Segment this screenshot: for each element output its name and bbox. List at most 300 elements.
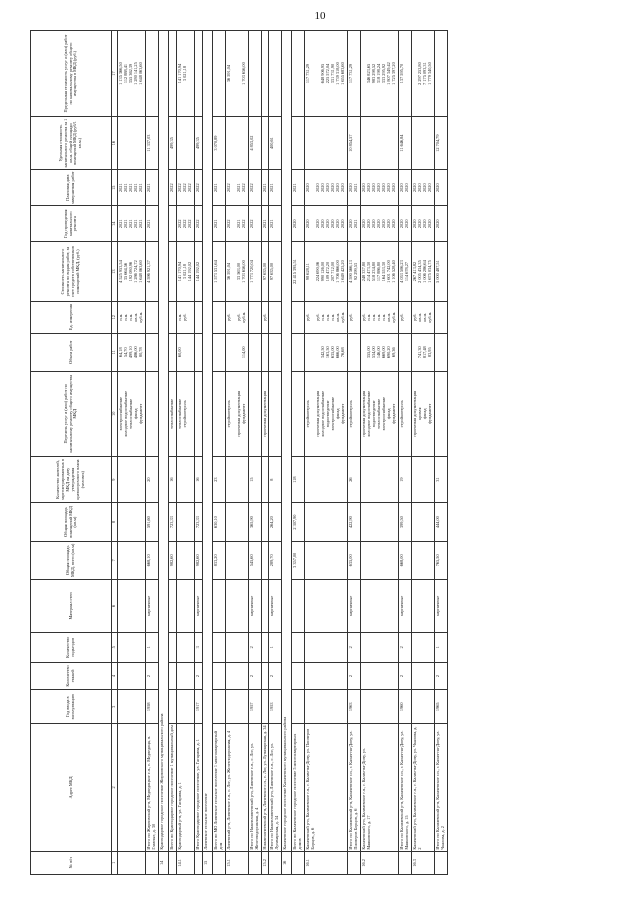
table-cell: 2020: [435, 170, 448, 206]
cell-line: 486,00: [133, 346, 138, 359]
table-cell: 723,33: [168, 503, 176, 541]
table-cell: [225, 371, 248, 456]
cell-line: 214 473,30: [366, 261, 372, 282]
cell-line: 92 299,53: [353, 262, 359, 281]
group-title: Краснодарное городское поселение Жирновского муниципального района: [158, 31, 168, 852]
cell-line: 114,00: [240, 346, 246, 359]
table-cell: руб.: [348, 301, 361, 333]
table-cell: Всего по МО Линевское сельское поселение 1 многоквартирный дом: [212, 724, 225, 851]
cell-line: 224 690,06: [315, 261, 321, 282]
table-cell: [361, 541, 399, 579]
cell-line: п.м.: [118, 313, 123, 321]
cell-line: руб.: [305, 313, 311, 321]
table-cell: [118, 31, 146, 117]
table-cell: 16.1: [305, 851, 348, 874]
table-cell: [118, 301, 146, 333]
cell-line: 2020: [386, 183, 392, 192]
table-cell: [435, 333, 448, 371]
column-header: Ед. измерения: [31, 301, 112, 333]
table-cell: [292, 371, 305, 456]
table-cell: 4 853,02: [248, 117, 261, 170]
table-cell: [118, 851, 146, 874]
cell-line: 225 572,04: [325, 63, 331, 84]
cell-line: 342,50: [320, 346, 326, 359]
table-cell: [248, 333, 261, 371]
table-cell: 4 596 921,37: [146, 242, 159, 301]
table-cell: 635,00: [348, 541, 361, 579]
table-cell: [412, 662, 435, 690]
table-cell: 23: [212, 456, 225, 503]
cell-line: 666,00: [335, 346, 341, 359]
cell-line: 741,30: [417, 346, 423, 359]
cell-line: 146,00: [376, 346, 382, 359]
cell-line: стройконтроль: [225, 400, 231, 428]
table-cell: [399, 333, 412, 371]
table-cell: [269, 851, 282, 874]
cell-line: 1 779 340,50: [427, 62, 433, 85]
table-cell: [305, 301, 348, 333]
cell-line: 2021: [353, 219, 359, 229]
cell-line: 3 021,18: [181, 264, 187, 280]
table-cell: стройконтроль: [348, 371, 361, 456]
table-cell: 982,60: [194, 541, 202, 579]
cell-line: 1 280 141,25: [133, 62, 138, 85]
cell-line: 1 703 656,00: [240, 260, 246, 283]
cell-line: 2020: [325, 219, 331, 229]
table-cell: [176, 170, 194, 206]
cell-line: п.м.: [325, 313, 331, 321]
table-cell: [361, 456, 399, 503]
table-cell: стройконтроль: [399, 371, 412, 456]
table-cell: 2021: [292, 170, 305, 206]
table-cell: [361, 333, 399, 371]
table-cell: [168, 662, 176, 690]
table-cell: [361, 31, 399, 117]
cell-line: 1 706 866,00: [335, 260, 341, 283]
table-cell: Итого по Калачевский р-н, Калачевское г.п., г. Калач-на-Дону, ул. Чкалова, д. 2: [435, 724, 448, 851]
table-cell: 2022: [168, 170, 176, 206]
cell-line: фасад: [422, 408, 428, 420]
table-cell: [225, 31, 248, 117]
table-cell: [248, 371, 261, 456]
cell-line: теплоснабжение: [128, 398, 133, 429]
cell-line: 690,20: [386, 346, 392, 359]
cell-line: фундамент: [340, 403, 346, 424]
table-cell: [118, 117, 146, 170]
table-cell: 264,20: [269, 503, 282, 541]
cell-line: 355 362,39: [128, 63, 133, 84]
column-number: 13: [112, 242, 118, 301]
table-cell: 2022: [248, 206, 261, 242]
cell-line: куб.м.: [340, 311, 346, 323]
column-header: Материал стен: [31, 579, 112, 632]
table-cell: [412, 170, 435, 206]
cell-line: руб.: [412, 313, 418, 321]
cell-line: 1 739 318,00: [335, 62, 341, 85]
cell-line: кв.м.: [335, 312, 341, 322]
table-cell: 97 635,00: [269, 242, 282, 301]
table-cell: 8: [269, 456, 282, 503]
table-cell: [435, 301, 448, 333]
cell-line: 1 601 742,00: [386, 260, 392, 283]
table-cell: 3 357,00: [292, 541, 305, 579]
cell-line: 2021: [123, 219, 128, 229]
cell-line: кв.м.: [422, 312, 428, 322]
table-cell: 1: [146, 632, 159, 662]
table-cell: [176, 632, 194, 662]
table-cell: [118, 690, 146, 724]
table-cell: [176, 662, 194, 690]
table-cell: [225, 333, 248, 371]
column-header: Количество подъездов: [31, 632, 112, 662]
table-cell: [348, 206, 361, 242]
cell-line: 333 295,92: [381, 63, 387, 84]
table-cell: [168, 301, 176, 333]
table-cell: [361, 632, 399, 662]
table-cell: 22 415 395,51: [292, 242, 305, 301]
cell-line: 141 170,94: [176, 261, 182, 282]
table-cell: [118, 333, 146, 371]
table-row: [399, 31, 412, 875]
cell-line: 2022: [225, 219, 231, 229]
column-number: 1: [112, 851, 118, 874]
column-header: Перечень услуг и (или) работ по капитальному ремонту общего имущества МКД: [31, 371, 112, 456]
cell-line: 117 731,29: [305, 63, 311, 84]
table-cell: [176, 690, 194, 724]
column-number: 10: [112, 371, 118, 456]
cell-line: 98 628,11: [305, 263, 311, 281]
group-title: Линевское сельское поселение: [202, 31, 212, 852]
cell-line: 2021: [138, 183, 143, 192]
table-cell: [361, 206, 399, 242]
table-cell: [348, 851, 361, 874]
table-cell: 10 854,57: [348, 117, 361, 170]
column-header: Общая площадь помещений МКД (кв.м): [31, 503, 112, 541]
table-cell: кирпичные: [348, 579, 361, 632]
table-cell: [305, 371, 348, 456]
table-cell: [412, 242, 435, 301]
table-row: [168, 31, 176, 875]
table-cell: [261, 632, 269, 662]
table-cell: [168, 333, 176, 371]
table-cell: 15.2: [261, 851, 269, 874]
table-cell: [146, 333, 159, 371]
table-cell: [168, 579, 176, 632]
cell-line: 518 234,80: [371, 261, 377, 282]
cell-line: 635,00: [330, 346, 336, 359]
table-cell: 97 635,00: [261, 242, 269, 301]
table-row: [261, 31, 269, 875]
group-title: Калачевское городское поселение Калачевского муниципального района: [282, 31, 292, 852]
cell-line: 1 106 528,40: [391, 260, 397, 283]
cell-line: 331 731,90: [330, 63, 336, 84]
cell-line: п.м.: [176, 313, 182, 321]
table-cell: [261, 31, 269, 117]
cell-line: 2021: [133, 219, 138, 229]
cell-line: 1 655 683,60: [340, 62, 346, 85]
table-cell: 1: [269, 632, 282, 662]
table-cell: 982,60: [168, 541, 176, 579]
table-cell: [176, 371, 194, 456]
cell-line: 1 006 286,64: [422, 260, 428, 283]
table-cell: 2022: [248, 170, 261, 206]
cell-line: куб.м.: [427, 311, 433, 323]
table-cell: [225, 456, 248, 503]
cell-line: 2020: [348, 219, 354, 229]
table-cell: [361, 371, 399, 456]
table-cell: [212, 371, 225, 456]
cell-line: 2020: [305, 219, 311, 229]
cell-line: 2021: [235, 219, 241, 229]
table-cell: [248, 31, 261, 117]
cell-line: 3 021,18: [181, 66, 187, 82]
cell-line: 2020: [417, 219, 423, 229]
cell-line: 2022: [186, 183, 192, 192]
column-number: 15: [112, 170, 118, 206]
table-cell: [412, 456, 435, 503]
table-cell: 499,35: [168, 117, 176, 170]
cell-line: 248 337,80: [361, 261, 367, 282]
cell-line: 2021: [138, 219, 143, 229]
table-cell: [212, 690, 225, 724]
table-cell: 2: [435, 662, 448, 690]
table-cell: 765,50: [435, 541, 448, 579]
cell-line: 2020: [361, 183, 367, 192]
cell-line: куб.м.: [138, 311, 143, 323]
cell-line: 2020: [386, 219, 392, 229]
table-row: [118, 31, 146, 875]
table-cell: [225, 632, 248, 662]
table-cell: 1960: [399, 690, 412, 724]
table-cell: [269, 31, 282, 117]
table-cell: [176, 31, 194, 117]
table-cell: 1957: [248, 690, 261, 724]
table-cell: [305, 541, 348, 579]
table-cell: Линевский р-н, Линевское с.п., с. Лог, ул. Железнодорожная, д. 4: [225, 724, 248, 851]
table-cell: 2021: [212, 170, 225, 206]
cell-line: 2020: [330, 183, 336, 192]
table-cell: 1963: [348, 690, 361, 724]
cell-line: 4 590 566,13: [348, 260, 354, 283]
table-cell: [361, 503, 399, 541]
cell-line: 36 591,04: [225, 262, 231, 281]
table-cell: 2: [194, 662, 202, 690]
table-cell: 2021: [261, 170, 269, 206]
table-row: [361, 31, 399, 875]
column-number: 17: [112, 31, 118, 117]
table-cell: [261, 456, 269, 503]
group-number: 14: [158, 851, 168, 874]
table-cell: кирпичные: [194, 579, 202, 632]
cell-line: 534,00: [371, 346, 377, 359]
table-cell: 1 573 531,64: [212, 242, 225, 301]
column-number: 4: [112, 662, 118, 690]
cell-line: 2022: [186, 219, 192, 229]
column-header: Год ввода в эксплуатацию: [31, 690, 112, 724]
table-cell: 2020: [435, 206, 448, 242]
table-cell: 833,20: [212, 541, 225, 579]
cell-line: фундамент: [391, 403, 397, 424]
table-cell: 289,70: [269, 541, 282, 579]
cell-line: 4 053 506,23: [399, 260, 405, 283]
table-row: [348, 31, 361, 875]
table-cell: [261, 117, 269, 170]
cell-line: фасад: [335, 408, 341, 420]
table-cell: [412, 579, 435, 632]
table-cell: 60,00: [176, 333, 194, 371]
table-cell: [348, 170, 361, 206]
table-cell: [176, 541, 194, 579]
cell-line: 2020: [422, 219, 428, 229]
table-cell: [361, 242, 399, 301]
table-cell: [435, 371, 448, 456]
header-row: [31, 31, 112, 875]
cell-line: 2020: [366, 219, 372, 229]
table-cell: [399, 170, 412, 206]
group-number: 16: [282, 851, 292, 874]
table-cell: [212, 579, 225, 632]
column-header: Адрес МКД: [31, 724, 112, 851]
column-header: Количество этажей: [31, 662, 112, 690]
table-cell: [412, 301, 435, 333]
cell-line: 2021: [235, 183, 241, 192]
table-cell: 2: [348, 662, 361, 690]
cell-line: 2022: [225, 183, 231, 192]
cell-line: 2020: [381, 219, 387, 229]
table-cell: [412, 371, 435, 456]
table-body: [118, 31, 448, 875]
cell-line: холодное водоснабжение: [320, 390, 326, 437]
cell-line: 990 126,00: [320, 261, 326, 282]
table-cell: 137 595,70: [399, 31, 412, 117]
table-cell: [361, 170, 399, 206]
table-cell: [248, 851, 261, 874]
cell-line: 2020: [427, 219, 433, 229]
cell-line: 2020: [366, 183, 372, 192]
cell-line: 1 675 034,75: [427, 260, 433, 283]
table-cell: 2: [348, 632, 361, 662]
table-cell: [261, 662, 269, 690]
table-cell: [412, 690, 435, 724]
cell-line: 2022: [181, 183, 187, 192]
cell-line: 2020: [391, 219, 397, 229]
table-cell: Всего по Калачевское городское поселение 5 многоквартирных домов: [292, 724, 305, 851]
table-cell: [176, 456, 194, 503]
table-cell: 1953: [269, 690, 282, 724]
cell-line: холодное водоснабжение: [123, 390, 128, 437]
table-cell: [305, 117, 348, 170]
table-cell: [305, 31, 348, 117]
table-cell: [292, 31, 305, 117]
table-cell: теплоснабжение: [168, 371, 176, 456]
cell-line: 2021: [118, 183, 123, 192]
table-cell: [118, 371, 146, 456]
group-row: [202, 31, 212, 875]
table-cell: [269, 371, 282, 456]
cell-line: 36 591,04: [225, 64, 231, 83]
table-cell: [212, 333, 225, 371]
table-cell: [305, 579, 348, 632]
column-number: 8: [112, 503, 118, 541]
table-cell: 20: [146, 456, 159, 503]
table-cell: Краснодарный р-н, ул. Гагарина, д. 1: [176, 724, 194, 851]
column-number: 6: [112, 579, 118, 632]
cell-line: 54,70: [123, 347, 128, 358]
table-cell: [225, 206, 248, 242]
cell-line: 648 906,95: [320, 63, 326, 84]
cell-line: 2020: [381, 183, 387, 192]
table-cell: [212, 662, 225, 690]
cell-line: 114 678,27: [404, 261, 410, 282]
table-cell: [146, 851, 159, 874]
table-row: [194, 31, 202, 875]
cell-line: проектная документация: [235, 391, 241, 437]
table-cell: [305, 170, 348, 206]
table-cell: [305, 456, 348, 503]
table-cell: 2: [399, 662, 412, 690]
group-number: 15: [202, 851, 212, 874]
table-cell: 422,90: [348, 503, 361, 541]
table-cell: [412, 541, 435, 579]
cell-line: 1 725 397,20: [391, 62, 397, 85]
table-cell: Всего по Краснодарное городское поселение 1 муниципальный дом: [168, 724, 176, 851]
table-cell: 15: [248, 456, 261, 503]
table-cell: [292, 851, 305, 874]
table-cell: [305, 632, 348, 662]
cell-line: куб.м.: [391, 311, 397, 323]
cell-line: 163,50: [325, 346, 331, 359]
table-cell: Калачевский р-н, Калачевское г.п., г. Калач-на-Дону, ул. Маяковского, д. 17: [361, 724, 399, 851]
column-header: Плановая дата завершения работ: [31, 170, 112, 206]
table-cell: [146, 31, 159, 117]
cell-line: 117 886,80: [376, 261, 382, 282]
table-row: [292, 31, 305, 875]
cell-line: проектная документация: [361, 391, 367, 437]
capital-repair-table: [30, 30, 448, 875]
table-cell: [292, 579, 305, 632]
cell-line: 318 198,24: [376, 63, 382, 84]
cell-line: 2020: [404, 219, 410, 229]
table-cell: [305, 206, 348, 242]
table-cell: 2021: [269, 170, 282, 206]
column-number: 2: [112, 724, 118, 851]
table-cell: 591,60: [146, 503, 159, 541]
cell-line: 2020: [305, 183, 311, 192]
table-cell: [292, 301, 305, 333]
table-cell: [176, 206, 194, 242]
cell-line: электроснабжение: [381, 396, 387, 431]
cell-line: 2021: [128, 219, 133, 229]
column-number: 3: [112, 690, 118, 724]
table-cell: 545,60: [248, 541, 261, 579]
table-cell: [292, 117, 305, 170]
table-cell: проектная документация: [261, 371, 269, 456]
table-cell: [118, 206, 146, 242]
cell-line: 2020: [404, 183, 410, 192]
table-cell: 3 070,89: [212, 117, 225, 170]
cell-line: фундамент: [138, 403, 143, 424]
table-cell: [305, 503, 348, 541]
cell-line: холодное водоснабжение: [366, 390, 372, 437]
table-cell: [118, 456, 146, 503]
cell-line: 2 005 434,35: [417, 260, 423, 283]
table-cell: 2021: [146, 170, 159, 206]
table-cell: 2: [399, 632, 412, 662]
table-cell: [412, 31, 435, 117]
table-cell: 2021: [212, 206, 225, 242]
table-cell: [225, 242, 248, 301]
cell-line: 69,36: [391, 347, 397, 358]
